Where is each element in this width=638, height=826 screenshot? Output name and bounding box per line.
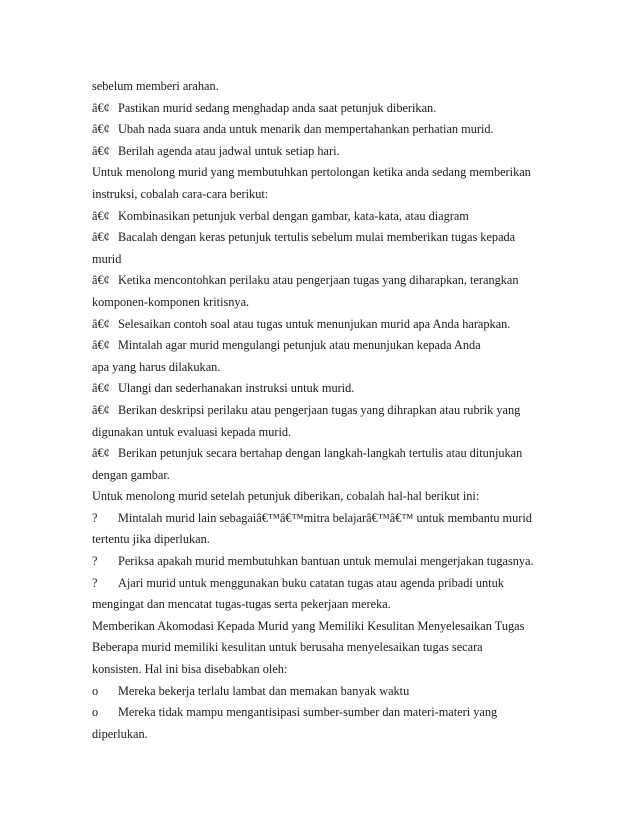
line-text: Mereka bekerja terlalu lambat dan memakan banyak waktu bbox=[118, 683, 410, 698]
text-line bbox=[92, 227, 552, 249]
line-text: Untuk menolong murid yang membutuhkan pertolongan ketika anda sedang memberikan bbox=[92, 165, 531, 180]
line-text: Kombinasikan petunjuk verbal dengan gambar, kata-kata, atau diagram bbox=[118, 208, 469, 223]
line-text: mengingat dan mencatat tugas-tugas serta pekerjaan mereka. bbox=[92, 597, 391, 612]
list-item bbox=[92, 681, 552, 703]
list-item bbox=[92, 141, 552, 163]
text-line bbox=[92, 702, 552, 724]
line-text: dengan gambar. bbox=[92, 467, 170, 482]
bullet-marker: ? bbox=[92, 554, 98, 569]
line-text: Berikan deskripsi perilaku atau pengerjaan tugas yang dihrapkan atau rubrik yang bbox=[118, 402, 521, 417]
text-line bbox=[92, 314, 552, 336]
line-text: konsisten. Hal ini bisa disebabkan oleh: bbox=[92, 662, 288, 677]
line-text: Beberapa murid memiliki kesulitan untuk berusaha menyelesaikan tugas secara bbox=[92, 640, 483, 655]
text-line bbox=[92, 184, 552, 206]
text-line bbox=[92, 659, 552, 681]
text-line bbox=[92, 141, 552, 163]
line-text: sebelum memberi arahan. bbox=[92, 79, 219, 93]
line-text: murid bbox=[92, 251, 122, 266]
list-item bbox=[92, 270, 552, 313]
bullet-marker: â€¢ bbox=[92, 316, 110, 331]
paragraph bbox=[92, 637, 552, 680]
text-line bbox=[92, 76, 552, 98]
list-item bbox=[92, 314, 552, 336]
bullet-marker: â€¢ bbox=[92, 273, 110, 288]
line-text: Selesaikan contoh soal atau tugas untuk menunjukan murid apa Anda harapkan. bbox=[118, 316, 511, 331]
bullet-marker: â€¢ bbox=[92, 402, 110, 417]
list-item bbox=[92, 119, 552, 141]
line-text: Mereka tidak mampu mengantisipasi sumber-sumber dan materi-materi yang bbox=[118, 705, 498, 720]
line-text: Berilah agenda atau jadwal untuk setiap hari. bbox=[118, 143, 340, 158]
list-item bbox=[92, 227, 552, 270]
line-text: digunakan untuk evaluasi kepada murid. bbox=[92, 424, 292, 439]
paragraph bbox=[92, 162, 552, 205]
text-line bbox=[92, 508, 552, 530]
list-item bbox=[92, 508, 552, 551]
text-line bbox=[92, 249, 552, 271]
line-text: Berikan petunjuk secara bertahap dengan langkah-langkah tertulis atau ditunjukan bbox=[118, 446, 523, 461]
text-line bbox=[92, 335, 552, 357]
text-line bbox=[92, 292, 552, 314]
list-item bbox=[92, 335, 552, 378]
line-text: Memberikan Akomodasi Kepada Murid yang Memiliki Kesulitan Menyelesaikan Tugas bbox=[92, 618, 525, 633]
list-item bbox=[92, 98, 552, 120]
text-line bbox=[92, 486, 552, 508]
line-text: Ubah nada suara anda untuk menarik dan mempertahankan perhatian murid. bbox=[118, 122, 494, 137]
document-body bbox=[92, 76, 552, 745]
text-line bbox=[92, 529, 552, 551]
bullet-marker: â€¢ bbox=[92, 446, 110, 461]
bullet-marker: â€¢ bbox=[92, 100, 110, 115]
bullet-marker: o bbox=[92, 683, 99, 698]
text-line bbox=[92, 98, 552, 120]
bullet-marker: â€¢ bbox=[92, 208, 110, 223]
text-line bbox=[92, 573, 552, 595]
line-text: Bacalah dengan keras petunjuk tertulis sebelum mulai memberikan tugas kepada bbox=[118, 230, 516, 245]
list-item bbox=[92, 573, 552, 616]
bullet-marker: ? bbox=[92, 510, 98, 525]
text-line bbox=[92, 637, 552, 659]
line-text: Untuk menolong murid setelah petunjuk diberikan, cobalah hal-hal berikut ini: bbox=[92, 489, 480, 504]
text-line bbox=[92, 119, 552, 141]
line-text: komponen-komponen kritisnya. bbox=[92, 294, 250, 309]
bullet-marker: â€¢ bbox=[92, 230, 110, 245]
line-text: diperlukan. bbox=[92, 726, 148, 741]
text-line bbox=[92, 357, 552, 379]
text-line bbox=[92, 378, 552, 400]
text-line bbox=[92, 400, 552, 422]
list-item bbox=[92, 551, 552, 573]
bullet-marker: â€¢ bbox=[92, 381, 110, 396]
line-text: Pastikan murid sedang menghadap anda saat petunjuk diberikan. bbox=[118, 100, 437, 115]
line-text: Periksa apakah murid membutuhkan bantuan untuk memulai mengerjakan tugasnya. bbox=[118, 554, 534, 569]
text-line bbox=[92, 551, 552, 573]
line-text: Ajari murid untuk menggunakan buku catatan tugas atau agenda pribadi untuk bbox=[118, 575, 504, 590]
text-line bbox=[92, 270, 552, 292]
line-text: Ketika mencontohkan perilaku atau pengerjaan tugas yang diharapkan, terangkan bbox=[118, 273, 519, 288]
text-line bbox=[92, 422, 552, 444]
line-text: apa yang harus dilakukan. bbox=[92, 359, 221, 374]
text-line bbox=[92, 443, 552, 465]
line-text: Ulangi dan sederhanakan instruksi untuk murid. bbox=[118, 381, 355, 396]
line-text: instruksi, cobalah cara-cara berikut: bbox=[92, 186, 269, 201]
text-line bbox=[92, 594, 552, 616]
paragraph bbox=[92, 486, 552, 508]
list-item bbox=[92, 443, 552, 486]
list-item bbox=[92, 702, 552, 745]
list-item bbox=[92, 400, 552, 443]
list-item bbox=[92, 206, 552, 228]
bullet-marker: â€¢ bbox=[92, 143, 110, 158]
text-line bbox=[92, 162, 552, 184]
paragraph bbox=[92, 76, 552, 98]
list-item bbox=[92, 378, 552, 400]
text-line bbox=[92, 724, 552, 746]
line-text: tertentu jika diperlukan. bbox=[92, 532, 210, 547]
bullet-marker: ? bbox=[92, 575, 98, 590]
text-line bbox=[92, 616, 552, 638]
paragraph bbox=[92, 616, 552, 638]
text-line bbox=[92, 465, 552, 487]
bullet-marker: â€¢ bbox=[92, 338, 110, 353]
line-text: Mintalah agar murid mengulangi petunjuk atau menunjukan kepada Anda bbox=[118, 338, 481, 353]
text-line bbox=[92, 681, 552, 703]
text-line bbox=[92, 206, 552, 228]
bullet-marker: o bbox=[92, 705, 99, 720]
line-text: Mintalah murid lain sebagaiâ€™â€™mitra belajarâ€™â€™ untuk membantu murid bbox=[118, 510, 532, 525]
bullet-marker: â€¢ bbox=[92, 122, 110, 137]
